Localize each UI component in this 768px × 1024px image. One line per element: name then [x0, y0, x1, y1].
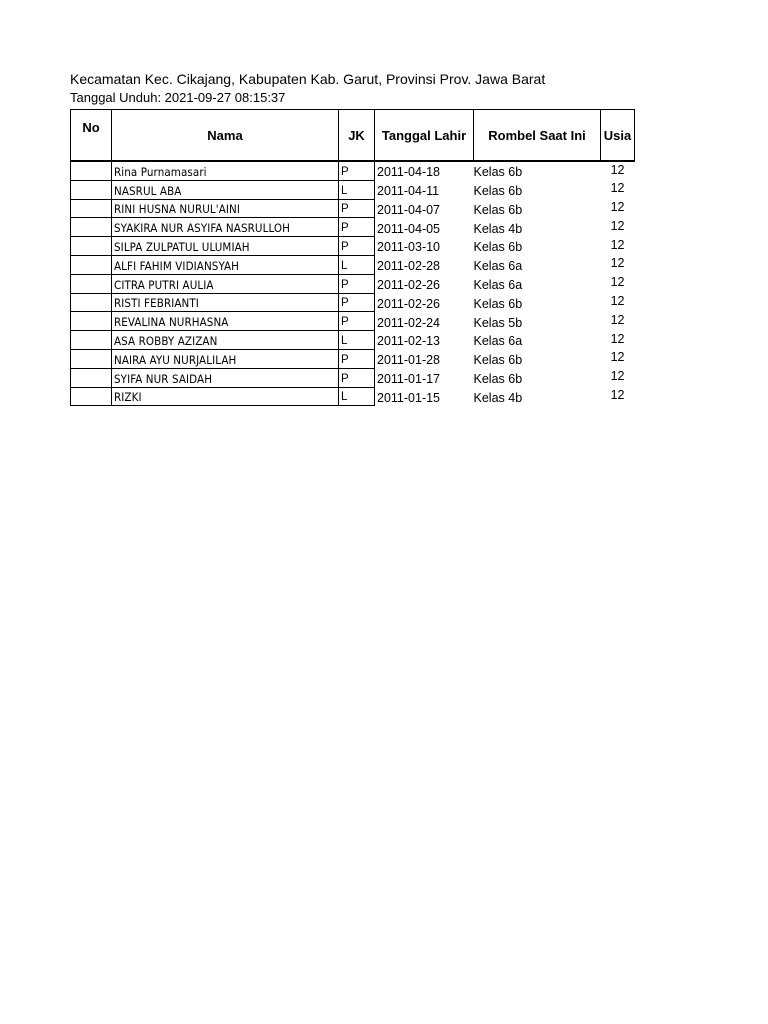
cell-nama: SYAKIRA NUR ASYIFA NASRULLOH: [112, 218, 339, 237]
cell-rombel: Kelas 4b: [473, 221, 523, 236]
cell-tanggal-lahir: 2011-02-26: [377, 278, 441, 293]
cell-jk: P: [339, 274, 375, 293]
cell-tanggal-lahir: 2011-02-13: [377, 334, 441, 349]
cell-usia: 12: [610, 369, 625, 384]
cell-jk: P: [339, 368, 375, 387]
table-body: [71, 161, 635, 406]
table-header-row: [71, 110, 635, 162]
student-table: [70, 109, 635, 406]
cell-no: [71, 274, 112, 293]
table-row: [71, 368, 635, 387]
cell-nama: RIZKI: [112, 387, 339, 406]
cell-rombel: Kelas 6b: [473, 372, 523, 387]
cell-usia: 12: [610, 312, 625, 327]
col-header-tanggal-lahir: Tanggal Lahir: [375, 110, 474, 162]
cell-usia: 12: [610, 200, 625, 215]
cell-usia: 12: [610, 237, 625, 252]
cell-rombel: Kelas 6a: [473, 334, 523, 349]
cell-no: [71, 218, 112, 237]
cell-no: [71, 331, 112, 350]
cell-nama: RISTI FEBRIANTI: [112, 293, 339, 312]
cell-rombel: Kelas 6b: [473, 353, 523, 368]
cell-jk: P: [339, 312, 375, 331]
col-header-nama: Nama: [112, 110, 339, 162]
cell-usia: 12: [610, 218, 625, 233]
cell-no: [71, 368, 112, 387]
cell-jk: P: [339, 161, 375, 180]
cell-nama: SILPA ZULPATUL ULUMIAH: [112, 237, 339, 256]
cell-rombel: Kelas 6b: [473, 296, 523, 311]
cell-tanggal-lahir: 2011-04-07: [377, 202, 441, 217]
cell-jk: L: [339, 180, 375, 199]
table-row: [71, 199, 635, 218]
cell-usia: 12: [610, 350, 625, 365]
cell-nama: REVALINA NURHASNA: [112, 312, 339, 331]
table-row: [71, 293, 635, 312]
table-row: [71, 312, 635, 331]
col-header-usia: Usia: [601, 110, 635, 162]
cell-jk: P: [339, 218, 375, 237]
cell-jk: L: [339, 255, 375, 274]
cell-usia: 12: [610, 388, 625, 403]
cell-jk: P: [339, 293, 375, 312]
cell-no: [71, 199, 112, 218]
cell-usia: 12: [610, 256, 625, 271]
cell-rombel: Kelas 4b: [473, 390, 523, 405]
cell-jk: L: [339, 331, 375, 350]
cell-no: [71, 293, 112, 312]
table-row: [71, 274, 635, 293]
cell-tanggal-lahir: 2011-02-28: [377, 259, 441, 274]
cell-nama: NAIRA AYU NURJALILAH: [112, 349, 339, 368]
cell-usia: 12: [610, 275, 625, 290]
cell-jk: P: [339, 349, 375, 368]
col-header-jk: JK: [339, 110, 375, 162]
cell-no: [71, 237, 112, 256]
cell-nama: CITRA PUTRI AULIA: [112, 274, 339, 293]
cell-tanggal-lahir: 2011-04-11: [377, 184, 440, 199]
cell-jk: L: [339, 387, 375, 406]
cell-jk: P: [339, 237, 375, 256]
cell-rombel: Kelas 6b: [473, 240, 523, 255]
cell-tanggal-lahir: 2011-01-17: [377, 372, 441, 387]
cell-rombel: Kelas 6b: [474, 161, 601, 180]
cell-rombel: Kelas 6a: [473, 259, 523, 274]
cell-tanggal-lahir: 2011-04-05: [377, 221, 441, 236]
cell-no: [71, 349, 112, 368]
table-row: [71, 237, 635, 256]
cell-usia: 12: [610, 331, 625, 346]
cell-usia: 12: [610, 181, 625, 196]
cell-usia: 12: [601, 161, 635, 180]
cell-rombel: Kelas 6a: [473, 278, 523, 293]
district-info: Kecamatan Kec. Cikajang, Kabupaten Kab. Garut, Provinsi Prov. Jawa Barat: [70, 71, 546, 87]
cell-rombel: Kelas 5b: [473, 315, 523, 330]
cell-no: [71, 255, 112, 274]
cell-tanggal-lahir: 2011-04-18: [375, 161, 474, 180]
cell-jk: P: [339, 199, 375, 218]
cell-rombel: Kelas 6b: [473, 184, 523, 199]
table-row: [71, 349, 635, 368]
table-row: [71, 218, 635, 237]
cell-no: [71, 387, 112, 406]
table-row: [71, 331, 635, 350]
table-row: [71, 180, 635, 199]
cell-no: [71, 312, 112, 331]
table-row: [71, 161, 635, 180]
download-date: Tanggal Unduh: 2021-09-27 08:15:37: [70, 90, 286, 105]
cell-nama: ALFI FAHIM VIDIANSYAH: [112, 255, 339, 274]
cell-nama: RINI HUSNA NURUL'AINI: [112, 199, 339, 218]
cell-tanggal-lahir: 2011-01-28: [377, 353, 441, 368]
col-header-no: No: [71, 110, 112, 162]
col-header-rombel: Rombel Saat Ini: [474, 110, 601, 162]
cell-nama: SYIFA NUR SAIDAH: [112, 368, 339, 387]
cell-no: [71, 161, 112, 180]
cell-nama: Rina Purnamasari: [112, 161, 339, 180]
cell-nama: NASRUL ABA: [112, 180, 339, 199]
cell-tanggal-lahir: 2011-02-24: [377, 315, 441, 330]
table-row: [71, 387, 635, 406]
table-row: [71, 255, 635, 274]
cell-tanggal-lahir: 2011-03-10: [377, 240, 441, 255]
cell-tanggal-lahir: 2011-01-15: [377, 390, 441, 405]
cell-tanggal-lahir: 2011-02-26: [377, 296, 441, 311]
cell-no: [71, 180, 112, 199]
cell-nama: ASA ROBBY AZIZAN: [112, 331, 339, 350]
cell-usia: 12: [610, 294, 625, 309]
cell-rombel: Kelas 6b: [473, 202, 523, 217]
